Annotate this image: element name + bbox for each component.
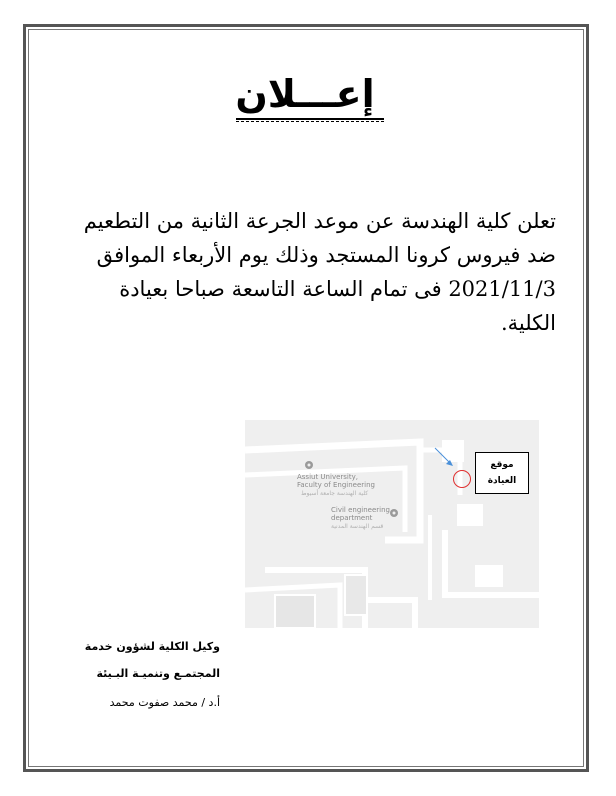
title-underline — [236, 118, 384, 120]
body-line: الكلية. — [500, 311, 556, 335]
callout-line: العيادة — [487, 476, 517, 486]
map-label-faculty-arabic: كلية الهندسة جامعة أسيوط — [301, 490, 369, 497]
body-line: 2021/11/3 فى تمام الساعة التاسعة صباحا بعيادة — [119, 277, 556, 301]
clinic-callout-box — [475, 452, 529, 494]
signature-title-line2: المجتمـع وتنميـة البـيئة — [96, 667, 220, 680]
callout-line: موقع — [490, 460, 514, 470]
body-line: ضد فيروس كرونا المستجد وذلك يوم الأربعاء الموافق — [96, 243, 556, 267]
announcement-title: إعـــلان — [235, 72, 375, 116]
map-label-faculty: Faculty of Engineering — [297, 481, 375, 489]
title-underline-dashed — [236, 121, 384, 122]
map-label-civil-arabic: قسم الهندسة المدنية — [331, 523, 384, 530]
map-pin-icon — [305, 461, 313, 469]
map-label-faculty: Assiut University, — [297, 473, 358, 481]
signature-name: أ.د / محمد صفوت محمد — [109, 696, 220, 709]
signature-title-line1: وكيل الكلية لشؤون خدمة — [84, 640, 220, 653]
clinic-location-marker — [453, 470, 471, 488]
map-label-civil: Civil engineering — [331, 506, 390, 514]
map-pin-icon — [390, 509, 398, 517]
map-label-civil: department — [331, 514, 373, 522]
body-line: تعلن كلية الهندسة عن موعد الجرعة الثانية من التطعيم — [83, 209, 556, 233]
announcement-body — [60, 204, 556, 340]
page-border-inner — [28, 29, 584, 767]
